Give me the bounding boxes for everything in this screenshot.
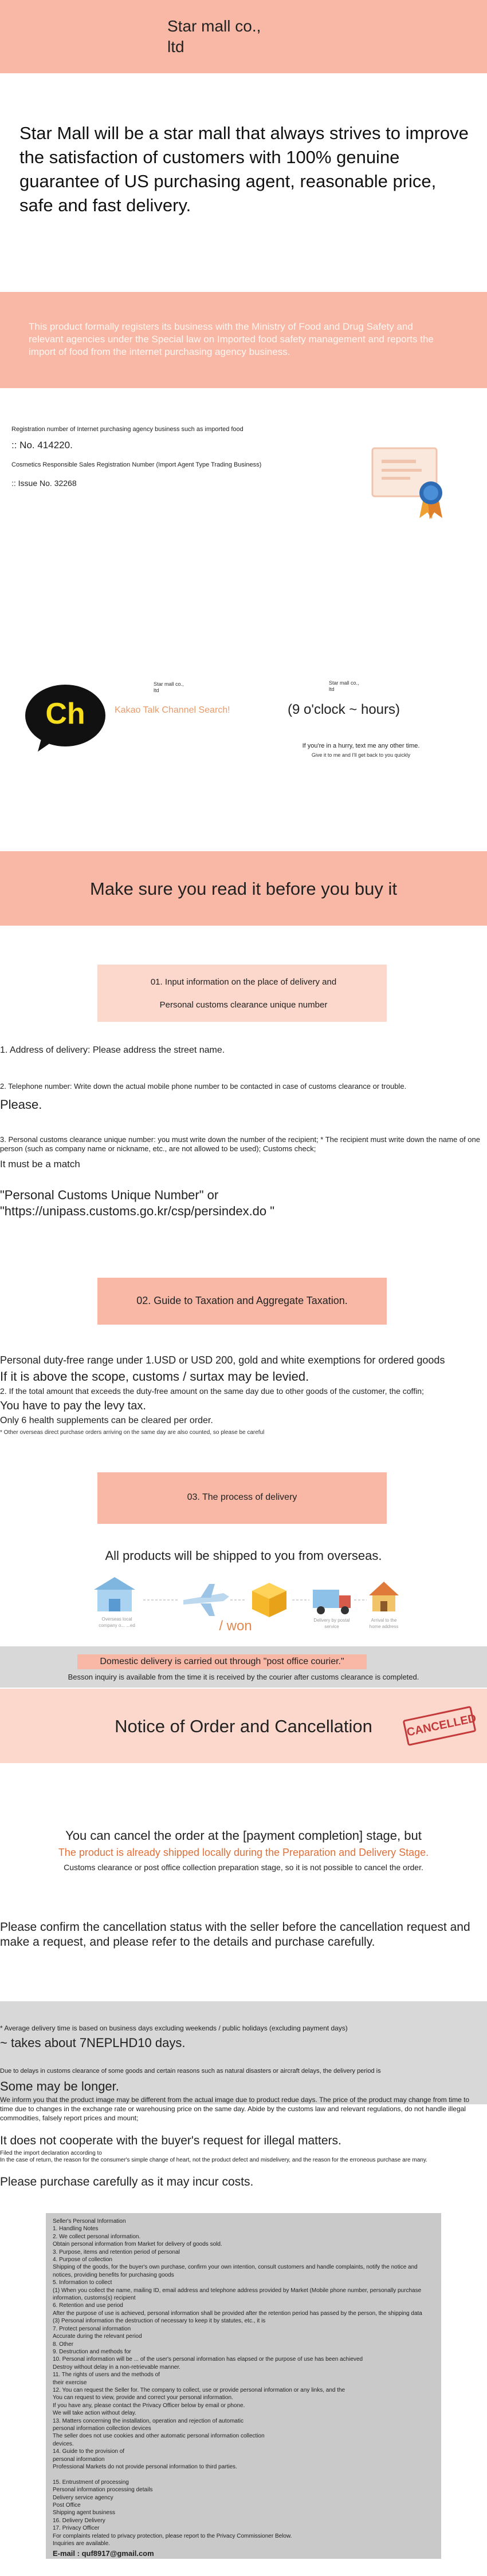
- company-title-line2: ltd: [167, 38, 184, 56]
- customs-number-instruction: 3. Personal customs clearance unique number: you must write down the number of the recipient; * The recipient must write down the name of one person (such as company name or nickname, etc., are not allowed to be used); Customs check;: [0, 1135, 480, 1153]
- delivery-line2: ~ takes about 7NEPLHD10 days.: [0, 2036, 186, 2050]
- seller-info-line: (1) When you collect the name, mailing ID, email address and telephone address provided by Market (Mobile phone number, personally purchase information, customs(s) recipient: [53, 2287, 422, 2302]
- airplane-icon: [183, 1584, 229, 1616]
- cosmetics-label: Cosmetics Responsible Sales Registration Number (Import Agent Type Trading Business): [11, 461, 262, 468]
- supplements-notice: Only 6 health supplements can be cleared per order.: [0, 1416, 213, 1425]
- company-title-line1: Star mall co.,: [167, 17, 261, 35]
- section3-title-box: [97, 1472, 387, 1524]
- seller-info-line: Delivery service agency: [53, 2494, 113, 2501]
- shipping-subtitle: All products will be shipped to you from overseas.: [105, 1548, 382, 1563]
- seller-info-line: The seller does not use cookies and other automatic personal information collection: [53, 2433, 265, 2440]
- seller-info-line: You can request to view, provide and correct your personal information.: [53, 2395, 233, 2401]
- header-band: [0, 0, 487, 73]
- delivery-line9: Please purchase carefully as it may incur costs.: [0, 2175, 254, 2188]
- seller-info-line: Inquiries are available.: [53, 2541, 111, 2547]
- section1-title-line2: Personal customs clearance unique number: [159, 1000, 328, 1010]
- seller-info-line: Personal information processing details: [53, 2487, 153, 2494]
- seller-info-line: Obtain personal information from Market for delivery of goods sold.: [53, 2241, 222, 2248]
- hurry-line1: If you're in a hurry, text me any other time.: [302, 742, 420, 749]
- seller-info-line: Professional Markets do not provide personal information to third parties.: [53, 2464, 237, 2470]
- delivery-line1: * Average delivery time is based on business days excluding weekends / public holidays (excluding payment days): [0, 2024, 348, 2032]
- seller-info-lines: [53, 2218, 434, 2558]
- cancel-line3: Customs clearance or post office collection preparation stage, so it is not possible to cancel the order.: [64, 1863, 423, 1872]
- seller-info-line: Shipping of the goods, for the buyer's own purchase, confirm your own intention, consult customers and handle complaints, notify the notice and notices, providing benefits for purchasing goods: [53, 2264, 418, 2278]
- seller-info-line: We will take action without delay.: [53, 2410, 136, 2417]
- notice-band: [0, 292, 487, 388]
- business-hours: (9 o'clock ~ hours): [288, 702, 400, 717]
- cancel-title: Notice of Order and Cancellation: [115, 1716, 372, 1736]
- notice-text: This product formally registers its business with the Ministry of Food and Drug Safety and relevant agencies under the Special law on Imported food safety management and reports the import of food from the internet purchasing agency business.: [29, 321, 434, 357]
- seller-info-line: personal information collection devices: [53, 2425, 151, 2432]
- cancelled-stamp-text: CANCELLED: [405, 1712, 478, 1739]
- seller-info-line: 5. Information to collect: [53, 2279, 112, 2286]
- surtax-notice: If it is above the scope, customs / surtax may be levied.: [0, 1369, 309, 1384]
- seller-info-line: Destroy without delay in a non-retrievable manner.: [53, 2364, 180, 2370]
- seller-info-line: 6. Retention and use period: [53, 2302, 123, 2309]
- seller-info-line: 9. Destruction and methods for: [53, 2348, 131, 2355]
- readme-band: [0, 851, 487, 926]
- must-match-text: It must be a match: [0, 1159, 80, 1170]
- delivery-process-diagram: [86, 1571, 401, 1640]
- seller-info-line: 13. Matters concerning the installation, operation and rejection of automatic: [53, 2417, 244, 2424]
- seller-info-line: (3) Personal information the destruction of necessary to keep it by statutes, etc., it is: [53, 2318, 266, 2325]
- cancelled-stamp: [403, 1706, 477, 1746]
- exceed-notice: 2. If the total amount that exceeds the duty-free amount on the same day due to other goods of the customer, the coffin;: [0, 1386, 424, 1396]
- section1-title-line1: 01. Input information on the place of delivery and: [150, 977, 337, 987]
- address-instruction: 1. Address of delivery: Please address the street name.: [0, 1045, 225, 1055]
- seller-info-line: 10. Personal information will be ... of the user's personal information has elapsed or the purpose of use has been achieved: [53, 2356, 363, 2363]
- warehouse-icon: [94, 1577, 135, 1611]
- seller-info-line: their exercise: [53, 2379, 87, 2386]
- seller-info-line: 15. Entrustment of processing: [53, 2479, 129, 2486]
- seller-info-line: devices.: [53, 2440, 74, 2447]
- seller-info-line: 2. We collect personal information.: [53, 2233, 141, 2240]
- customs-url-text: "Personal Customs Unique Number" or "https://unipass.customs.go.kr/csp/persindex.do ": [0, 1188, 275, 1218]
- domestic-line1-box: [77, 1654, 367, 1669]
- seller-info-line: 14. Guide to the provision of: [53, 2448, 125, 2455]
- seller-info-line: 7. Protect personal information: [53, 2325, 131, 2332]
- cancel-confirm: Please confirm the cancellation status with the seller before the cancellation request and make a request, and please refer to the details and purchase carefully.: [0, 1921, 470, 1949]
- truck-icon: [313, 1590, 351, 1614]
- seller-info-line: 1. Handling Notes: [53, 2226, 99, 2233]
- domestic-line2: Besson inquiry is available from the time it is received by the courier after customs clearance is completed.: [68, 1673, 419, 1681]
- kakao-search-link[interactable]: Kakao Talk Channel Search!: [115, 705, 230, 715]
- seller-info-line: Shipping agent business: [53, 2510, 115, 2516]
- section1-title-box: [97, 965, 387, 1022]
- seller-info-box: [46, 2213, 441, 2559]
- seller-info-line: 11. The rights of users and the methods of: [53, 2372, 160, 2379]
- delivery-line6: It does not cooperate with the buyer's request for illegal matters.: [0, 2134, 341, 2147]
- domestic-line1: Domestic delivery is carried out through "post office courier.": [100, 1657, 344, 1666]
- seller-info-line: [53, 2471, 434, 2478]
- package-icon: [252, 1583, 286, 1617]
- seller-info-line: personal information: [53, 2456, 105, 2463]
- seller-info-line: 3. Purpose, items and retention period of personal: [53, 2249, 180, 2255]
- registration-number: :: No. 414220.: [11, 440, 73, 451]
- company-title: [167, 16, 316, 57]
- kakao-mini-title: Star mall co., ltd: [154, 681, 184, 693]
- section2-title: 02. Guide to Taxation and Aggregate Taxation.: [136, 1295, 348, 1306]
- seller-info-line: 17. Privacy Officer: [53, 2525, 100, 2532]
- seller-info-line: Accurate during the relevant period: [53, 2333, 142, 2340]
- seller-info-line: E-mail : quf8917@gmail.com: [53, 2549, 154, 2558]
- kakao-channel-logo[interactable]: [24, 684, 109, 753]
- cancel-line1: You can cancel the order at the [payment completion] stage, but: [65, 1828, 422, 1843]
- section2-title-box: [97, 1278, 387, 1325]
- step-won-label: / won: [219, 1618, 252, 1634]
- step-home-label: Arrival to the home address: [369, 1618, 399, 1629]
- kakao-mini-title-right: Star mall co., ltd: [329, 680, 359, 692]
- hurry-line2: Give it to me and I'll get back to you quickly: [311, 752, 411, 758]
- delivery-line5: We inform you that the product image may be different from the actual image due to product redue days. The price of the product may change from time to time due to changes in the exchange rate or warehousing price on the same day. Abide by the customs law and relevant regulations, do not handle illegal commodities, falsely report prices and mount;: [0, 2096, 470, 2122]
- kakao-logo-text: Ch: [45, 697, 85, 730]
- step-overseas-label: Overseas local company o... ...ed: [99, 1617, 135, 1628]
- seller-info-line: 12. You can request the Seller for. The company to collect, use or provide personal information or any links, and the: [53, 2387, 345, 2393]
- seller-info-line: 16. Delivery Delivery: [53, 2517, 105, 2524]
- registration-label: Registration number of Internet purchasing agency business such as imported food: [11, 426, 244, 433]
- overseas-notice: * Other overseas direct purchase orders arriving on the same day are also counted, so please be careful: [0, 1429, 265, 1436]
- seller-info-line: Seller's Personal Information: [53, 2218, 126, 2225]
- seller-info-line: 4. Purpose of collection: [53, 2257, 112, 2263]
- seller-info-line: 8. Other: [53, 2341, 74, 2348]
- issue-number: :: Issue No. 32268: [11, 479, 77, 488]
- delivery-line8: In the case of return, the reason for the consumer's simple change of heart, not the product defect and misdelivery, and the reason for the erroneous purchase are many.: [0, 2157, 427, 2163]
- readme-title: Make sure you read it before you buy it: [90, 879, 397, 899]
- seller-info-line: Post Office: [53, 2502, 81, 2509]
- step-postal-label: Delivery by postal service: [313, 1618, 350, 1629]
- intro-text: Star Mall will be a star mall that always strives to improve the satisfaction of customers with 100% genuine guarantee of US purchasing agent, reasonable price, safe and fast delivery.: [19, 123, 469, 215]
- delivery-line3: Due to delays in customs clearance of some goods and certain reasons such as natural disasters or aircraft delays, the delivery period is: [0, 2068, 381, 2075]
- delivery-line4: Some may be longer.: [0, 2079, 119, 2093]
- house-icon: [369, 1582, 399, 1611]
- phone-instruction: 2. Telephone number: Write down the actual mobile phone number to be contacted in case of customs clearance or trouble.: [0, 1082, 407, 1091]
- seller-info-line: After the purpose of use is achieved, personal information shall be provided after the retention period has passed by the person, the shipping data: [53, 2310, 422, 2317]
- cancel-line2: The product is already shipped locally during the Preparation and Delivery Stage.: [58, 1847, 429, 1858]
- duty-free-range: Personal duty-free range under 1.USD or USD 200, gold and white exemptions for ordered goods: [0, 1354, 445, 1366]
- please-text: Please.: [0, 1097, 42, 1112]
- levy-tax-notice: You have to pay the levy tax.: [0, 1400, 146, 1412]
- seller-info-line: If you have any, please contact the Privacy Officer below by email or phone.: [53, 2402, 245, 2409]
- section3-title: 03. The process of delivery: [187, 1492, 297, 1502]
- cancel-band: [0, 1689, 487, 1763]
- certificate-icon: [362, 438, 454, 524]
- domestic-band: [0, 1646, 487, 1688]
- delivery-line7: Filed the import declaration according to: [0, 2150, 102, 2156]
- seller-info-line: For complaints related to privacy protection, please report to the Privacy Commissioner Below.: [53, 2532, 292, 2539]
